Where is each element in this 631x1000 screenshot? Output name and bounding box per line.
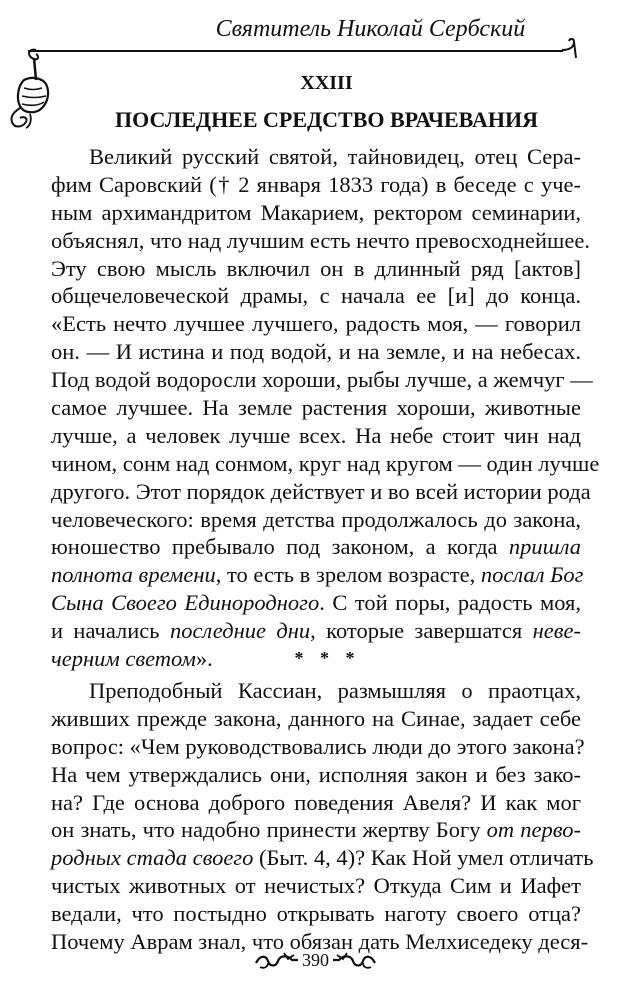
text-run: ведали, что постыдно открывать наготу своего отца? — [51, 901, 581, 927]
text-run: человеческого: время детства продолжалось до закона, — [51, 506, 581, 532]
text-line — [51, 450, 600, 478]
text-line — [51, 394, 581, 422]
text-line — [51, 617, 581, 645]
text-line — [51, 733, 585, 761]
page-footer — [0, 948, 631, 977]
italic-text: Сына Своего Единородного — [51, 590, 320, 616]
text-run: Под водой водоросли хороши, рыбы лучше, а жемчуг — — [51, 367, 593, 393]
text-line — [51, 143, 581, 171]
paragraph-1 — [51, 143, 600, 673]
text-run: ным архимандритом Макарием, ректором семинарии, — [51, 199, 581, 225]
text-run: другого. Этот порядок действует и во всей истории рода — [51, 478, 591, 504]
italic-text: черним светом — [51, 646, 196, 672]
text-line — [51, 589, 581, 617]
italic-text: родных стада своего — [51, 845, 254, 871]
text-run: он. — И истина и под водой, и на земле, и на небесах. — [51, 339, 581, 365]
text-line — [51, 255, 581, 283]
italic-text: от перво- — [486, 817, 582, 843]
text-line — [51, 816, 581, 844]
paragraph-2 — [51, 677, 594, 956]
text-line — [51, 506, 581, 534]
text-run: самое лучшее. На земле растения хороши, животные — [51, 395, 581, 421]
text-line — [51, 533, 581, 561]
text-line — [51, 338, 581, 366]
text-run: чином, сонм над сонмом, круг над кругом — один лучше — [51, 450, 600, 476]
text-run: На чем утверждались они, исполняя закон и без зако- — [51, 761, 581, 787]
text-line — [51, 900, 581, 928]
text-line — [51, 227, 590, 255]
section-separator: * * * — [294, 648, 361, 668]
text-line — [51, 282, 581, 310]
text-run: он знать, что надобно принести жертву Богу — [51, 817, 487, 843]
text-run: фим Саровский († 2 января 1833 года) в беседе с уче- — [51, 171, 581, 197]
text-run: лучше, а человек лучше всех. На небе стоит чин над — [51, 422, 581, 448]
text-run: , которые завершатся — [310, 618, 533, 644]
text-line — [51, 310, 581, 338]
text-line — [51, 561, 584, 589]
text-run: вопрос: «Чем руководствовались люди до этого закона? — [51, 733, 585, 759]
chapter-title: ПОСЛЕДНЕЕ СРЕДСТВО ВРАЧЕВАНИЯ — [115, 107, 538, 132]
text-run: общечеловеческой драмы, с начала ее [и] до конца. — [51, 283, 581, 309]
chapter-number: XXIII — [300, 72, 353, 94]
right-folio-ornament-icon — [331, 949, 377, 971]
italic-text: полнота времени — [51, 562, 216, 588]
text-line — [51, 478, 591, 506]
italic-text: последние дни — [169, 618, 311, 644]
text-run: на? Где основа доброго поведения Авеля? И как мог — [51, 789, 581, 815]
text-run: Преподобный Кассиан, размышляя о праотцах, — [89, 678, 581, 703]
text-line — [51, 761, 581, 789]
text-line — [51, 844, 594, 872]
text-line — [51, 789, 581, 817]
text-line — [51, 872, 581, 900]
text-line — [51, 677, 581, 705]
page-number: 390 — [302, 950, 329, 970]
italic-text: пришла — [508, 534, 581, 560]
text-run: (Быт. 4, 4)? Как Ной умел отличать — [253, 845, 594, 871]
text-run: живших прежде закона, данного на Синае, задает себе — [51, 705, 581, 731]
text-line — [51, 366, 593, 394]
italic-text: неве- — [532, 618, 581, 644]
header-rule — [28, 50, 563, 52]
text-line — [51, 199, 581, 227]
text-run: чистых животных от нечистых? Откуда Сим и Иафет — [51, 873, 581, 899]
text-run: Почему Аврам знал, что обязан дать Мелхиседеку деся- — [51, 929, 589, 955]
running-title: Святитель Николай Сербский — [215, 16, 526, 42]
running-header — [0, 14, 631, 44]
text-run: Эту свою мысль включил он в длинный ряд [актов] — [51, 255, 581, 281]
text-run: «Есть нечто лучшее лучшего, радость моя, — говорил — [51, 311, 581, 337]
text-line — [51, 422, 581, 450]
text-line — [51, 705, 581, 733]
text-run: юношество пребывало под законом, а когда — [51, 534, 509, 560]
italic-text: послал Бог — [480, 562, 584, 588]
header-curl-ornament-icon — [560, 38, 580, 60]
text-run: ». — [195, 646, 213, 672]
text-run: Великий русский святой, тайновидец, отец Сера- — [89, 144, 581, 169]
text-run: . С той поры, радость моя, — [319, 590, 581, 616]
text-run: объяснял, что над лучшим есть нечто превосходнейшее. — [51, 227, 590, 253]
text-run: и начались — [51, 618, 170, 644]
left-folio-ornament-icon — [254, 949, 300, 971]
text-run: , то есть в зрелом возрасте, — [215, 562, 481, 588]
text-line — [51, 171, 581, 199]
